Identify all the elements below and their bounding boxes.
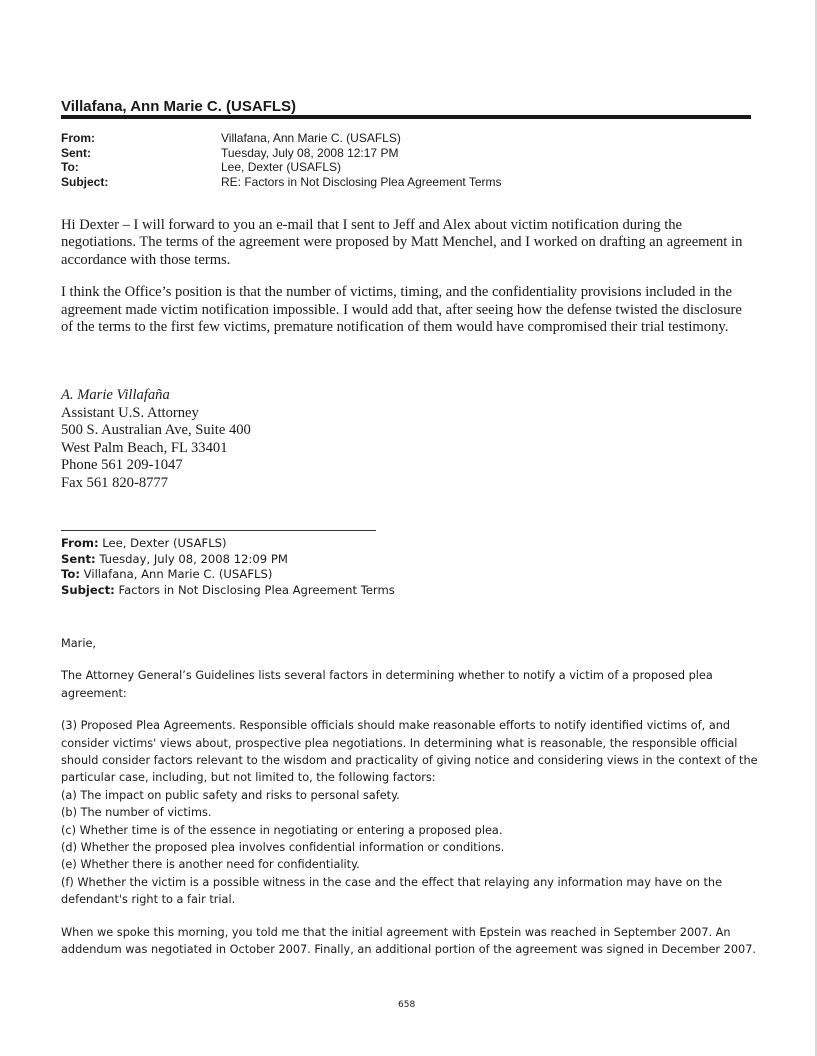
body-paragraph: I think the Office’s position is that the number of victims, timing, and the confidentiality provisions included in the agreement made victim notification impossible. I would add that, after seeing how the defense twisted the disclosure of the terms to the first few victims, premature notification of them would have compromised their trial testimony. — [61, 284, 742, 336]
to-row — [61, 160, 502, 175]
fwd-to-row — [61, 567, 395, 583]
signature-address-line1: 500 S. Australian Ave, Suite 400 — [61, 422, 251, 439]
header-name: Villafana, Ann Marie C. (USAFLS) — [61, 98, 297, 115]
factor-item: (f) Whether the victim is a possible witness in the case and the effect that relaying any information may have on the defendant's right to a fair trial. — [61, 875, 723, 907]
greeting: Marie, — [61, 637, 96, 650]
signature-phone: Phone 561 209-1047 — [61, 457, 183, 474]
page-number: 658 — [398, 1000, 416, 1010]
from-row — [61, 131, 502, 146]
forward-divider — [61, 530, 376, 531]
signature-address-line2: West Palm Beach, FL 33401 — [61, 439, 228, 456]
header-rule — [61, 115, 751, 119]
fwd-subject-value: Factors in Not Disclosing Plea Agreement Terms — [118, 582, 395, 597]
fwd-from-row — [61, 536, 395, 552]
subject-label: Subject: — [61, 174, 109, 189]
email1-body — [61, 217, 756, 351]
fwd-sent-label: Sent: — [61, 551, 96, 566]
guideline-paragraph: (3) Proposed Plea Agreements. Responsible officials should make reasonable efforts to notify identified victims of, and consider victims' views about, prospective plea negotiations. In determining what is reasonable, the responsible official should consider factors relevant to the wisdom and practicality of giving notice and considering views in the context of the particular case, including, but not limited to, the following factors: — [61, 719, 758, 785]
factor-item: (b) The number of victims. — [61, 806, 212, 820]
subject-row — [61, 175, 502, 190]
fwd-subject-row — [61, 583, 395, 599]
signature-fax: Fax 561 820-8777 — [61, 474, 169, 491]
subject-value: RE: Factors in Not Disclosing Plea Agreement Terms — [221, 174, 502, 189]
email1-meta — [61, 131, 502, 189]
signature-name: A. Marie Villafaña — [61, 387, 170, 403]
factor-item: (a) The impact on public safety and risks to personal safety. — [61, 788, 400, 802]
body-paragraph: Hi Dexter – I will forward to you an e-mail that I sent to Jeff and Alex about victim notification during the negotiations. The terms of the agreement were proposed by Matt Menchel, and I worked on drafting an agreement in accordance with those terms. — [61, 217, 743, 268]
intro-paragraph: The Attorney General’s Guidelines lists several factors in determining whether to notify a victim of a proposed plea agreement: — [61, 669, 713, 700]
to-value: Lee, Dexter (USAFLS) — [221, 160, 342, 174]
to-label: To: — [61, 160, 79, 174]
factor-item: (c) Whether time is of the essence in negotiating or entering a proposed plea. — [61, 823, 503, 837]
signature-title: Assistant U.S. Attorney — [61, 404, 199, 421]
email2-meta — [61, 536, 395, 598]
from-label: From: — [61, 131, 95, 145]
fwd-to-value: Villafana, Ann Marie C. (USAFLS) — [83, 567, 273, 582]
email2-body — [61, 635, 761, 974]
fwd-sent-row — [61, 552, 395, 568]
sent-row — [61, 146, 502, 161]
fwd-sent-value: Tuesday, July 08, 2008 12:09 PM — [99, 551, 288, 566]
signature-block — [61, 387, 251, 493]
closing-paragraph: When we spoke this morning, you told me that the initial agreement with Epstein was reached in September 2007. An addendum was negotiated in October 2007. Finally, an additional portion of the agreement was signed in December 2007. — [61, 925, 756, 957]
sent-value: Tuesday, July 08, 2008 12:17 PM — [221, 145, 399, 160]
factor-item: (d) Whether the proposed plea involves confidential information or conditions. — [61, 841, 505, 855]
sent-label: Sent: — [61, 145, 91, 160]
fwd-subject-label: Subject: — [61, 582, 115, 597]
fwd-from-value: Lee, Dexter (USAFLS) — [102, 536, 227, 550]
fwd-from-label: From: — [61, 536, 99, 550]
from-value: Villafana, Ann Marie C. (USAFLS) — [221, 131, 401, 145]
fwd-to-label: To: — [61, 567, 80, 582]
factor-item: (e) Whether there is another need for confidentiality. — [61, 858, 360, 872]
